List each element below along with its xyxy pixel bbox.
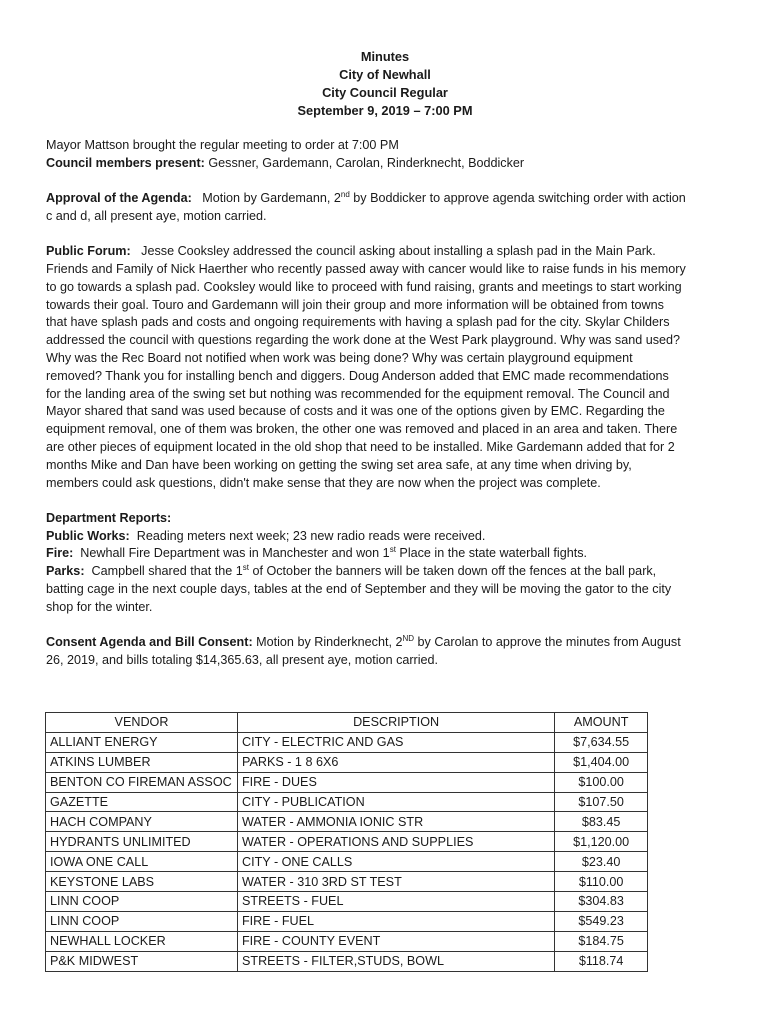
description-cell: FIRE - COUNTY EVENT <box>237 931 554 951</box>
amount-cell: $100.00 <box>555 772 648 792</box>
table-row <box>46 951 648 971</box>
amount-cell: $184.75 <box>555 931 648 951</box>
table-row <box>46 732 648 752</box>
vendor-cell: ATKINS LUMBER <box>46 752 238 772</box>
vendor-header: VENDOR <box>46 713 238 733</box>
amount-cell: $1,120.00 <box>555 832 648 852</box>
members-present-names: Gessner, Gardemann, Carolan, Rinderknecht, Boddicker <box>208 155 525 170</box>
amount-cell: $549.23 <box>555 911 648 931</box>
vendor-cell: IOWA ONE CALL <box>46 852 238 872</box>
amount-cell: $7,634.55 <box>555 732 648 752</box>
city-name: City of Newhall <box>339 67 431 82</box>
amount-cell: $110.00 <box>555 872 648 892</box>
bills-table-header <box>46 713 648 733</box>
table-row <box>46 852 648 872</box>
description-cell: CITY - ONE CALLS <box>237 852 554 872</box>
description-cell: CITY - PUBLICATION <box>237 792 554 812</box>
description-cell: FIRE - FUEL <box>237 911 554 931</box>
table-row <box>46 752 648 772</box>
vendor-cell: NEWHALL LOCKER <box>46 931 238 951</box>
table-row <box>46 772 648 792</box>
call-to-order: Mayor Mattson brought the regular meeting to order at 7:00 PM <box>46 138 399 152</box>
table-row <box>46 931 648 951</box>
amount-header: AMOUNT <box>555 713 648 733</box>
description-cell: WATER - OPERATIONS AND SUPPLIES <box>237 832 554 852</box>
amount-cell: $118.74 <box>555 951 648 971</box>
table-row <box>46 892 648 912</box>
description-cell: PARKS - 1 8 6X6 <box>237 752 554 772</box>
vendor-cell: LINN COOP <box>46 911 238 931</box>
amount-cell: $1,404.00 <box>555 752 648 772</box>
consent-label: Consent Agenda and Bill Consent: <box>46 635 253 650</box>
vendor-cell: HYDRANTS UNLIMITED <box>46 832 238 852</box>
meeting-date: September 9, 2019 – 7:00 PM <box>297 103 473 118</box>
description-cell: STREETS - FUEL <box>237 892 554 912</box>
agenda-label: Approval of the Agenda: <box>46 191 192 206</box>
vendor-cell: BENTON CO FIREMAN ASSOC <box>46 772 238 792</box>
amount-cell: $107.50 <box>555 792 648 812</box>
minutes-header <box>0 48 770 120</box>
parks-report: Parks: Campbell shared that the 1st of October the banners will be taken down off the fences at the ball park, batting cage in the next couple days, tables at the end of September and they will be moving the gator to the city shop for the winter. <box>46 563 672 614</box>
vendor-cell: P&K MIDWEST <box>46 951 238 971</box>
description-cell: WATER - 310 3RD ST TEST <box>237 872 554 892</box>
public-forum-text: Jesse Cooksley addressed the council asking about installing a splash pad in the Main Park. Friends and Family of Nick Haerther who recently passed away with cancer would like to raise funds in his memory to go towards a splash pad. Cooksley would like to proceed with fund raising, grants and meetings to start working towards their goal. Touro and Gardemann will join their group and more information will be obtained from towns that have splash pads and costs and ongoing requirements with having a splash pad for the city. Skylar Childers addressed the council with questions regarding the work done at the West Park playground. Why was sand used? Why was the Rec Board not notified when work was being done? Why was certain playground equipment removed? Thank you for installing bench and diggers. Doug Anderson added that EMC made recommendations for the landing area of the swing set but nothing was recommended for the equipment removal. The Council and Mayor shared that sand was used because of costs and it was one of the options given by EMC. Regarding the equipment removal, one of them was broken, the other one was removed and placed in an area and taken. There are other pieces of equipment located in the old shop that need to be installed. Mike Gardemann added that for 2 months Mike and Dan have been working on getting the swing set area safe, at any time when driving by, members could ask questions, didn't make sense that they are now when the project was complete. <box>46 244 686 490</box>
table-row <box>46 832 648 852</box>
amount-cell: $304.83 <box>555 892 648 912</box>
meeting-type: City Council Regular <box>322 85 448 100</box>
consent-agenda: Consent Agenda and Bill Consent: Motion by Rinderknecht, 2ND by Carolan to approve the minutes from August 26, 2019, and bills totaling $14,365.63, all present aye, motion carried. <box>46 633 681 667</box>
vendor-cell: KEYSTONE LABS <box>46 872 238 892</box>
department-reports-heading: Department Reports: <box>46 510 172 525</box>
members-present <box>46 155 686 173</box>
description-cell: STREETS - FILTER,STUDS, BOWL <box>237 951 554 971</box>
description-cell: CITY - ELECTRIC AND GAS <box>237 732 554 752</box>
amount-cell: $23.40 <box>555 852 648 872</box>
vendor-cell: LINN COOP <box>46 892 238 912</box>
description-header: DESCRIPTION <box>237 713 554 733</box>
bills-table <box>45 712 648 972</box>
vendor-cell: GAZETTE <box>46 792 238 812</box>
fire-report: Fire: Newhall Fire Department was in Manchester and won 1st Place in the state waterball fights. <box>46 545 588 561</box>
table-row <box>46 792 648 812</box>
agenda-approval: Approval of the Agenda: Motion by Gardemann, 2nd by Boddicker to approve agenda switching order with action c and d, all present aye, motion carried. <box>46 189 686 223</box>
amount-cell: $83.45 <box>555 812 648 832</box>
table-row <box>46 911 648 931</box>
table-row <box>46 812 648 832</box>
members-present-label: Council members present: <box>46 155 205 170</box>
public-forum <box>46 243 686 492</box>
doc-title: Minutes <box>360 49 410 64</box>
minutes-body <box>46 137 686 670</box>
description-cell: FIRE - DUES <box>237 772 554 792</box>
public-works-report: Public Works: Reading meters next week; 23 new radio reads were received. <box>46 528 486 543</box>
description-cell: WATER - AMMONIA IONIC STR <box>237 812 554 832</box>
table-row <box>46 872 648 892</box>
public-forum-label: Public Forum: <box>46 244 131 259</box>
vendor-cell: ALLIANT ENERGY <box>46 732 238 752</box>
vendor-cell: HACH COMPANY <box>46 812 238 832</box>
